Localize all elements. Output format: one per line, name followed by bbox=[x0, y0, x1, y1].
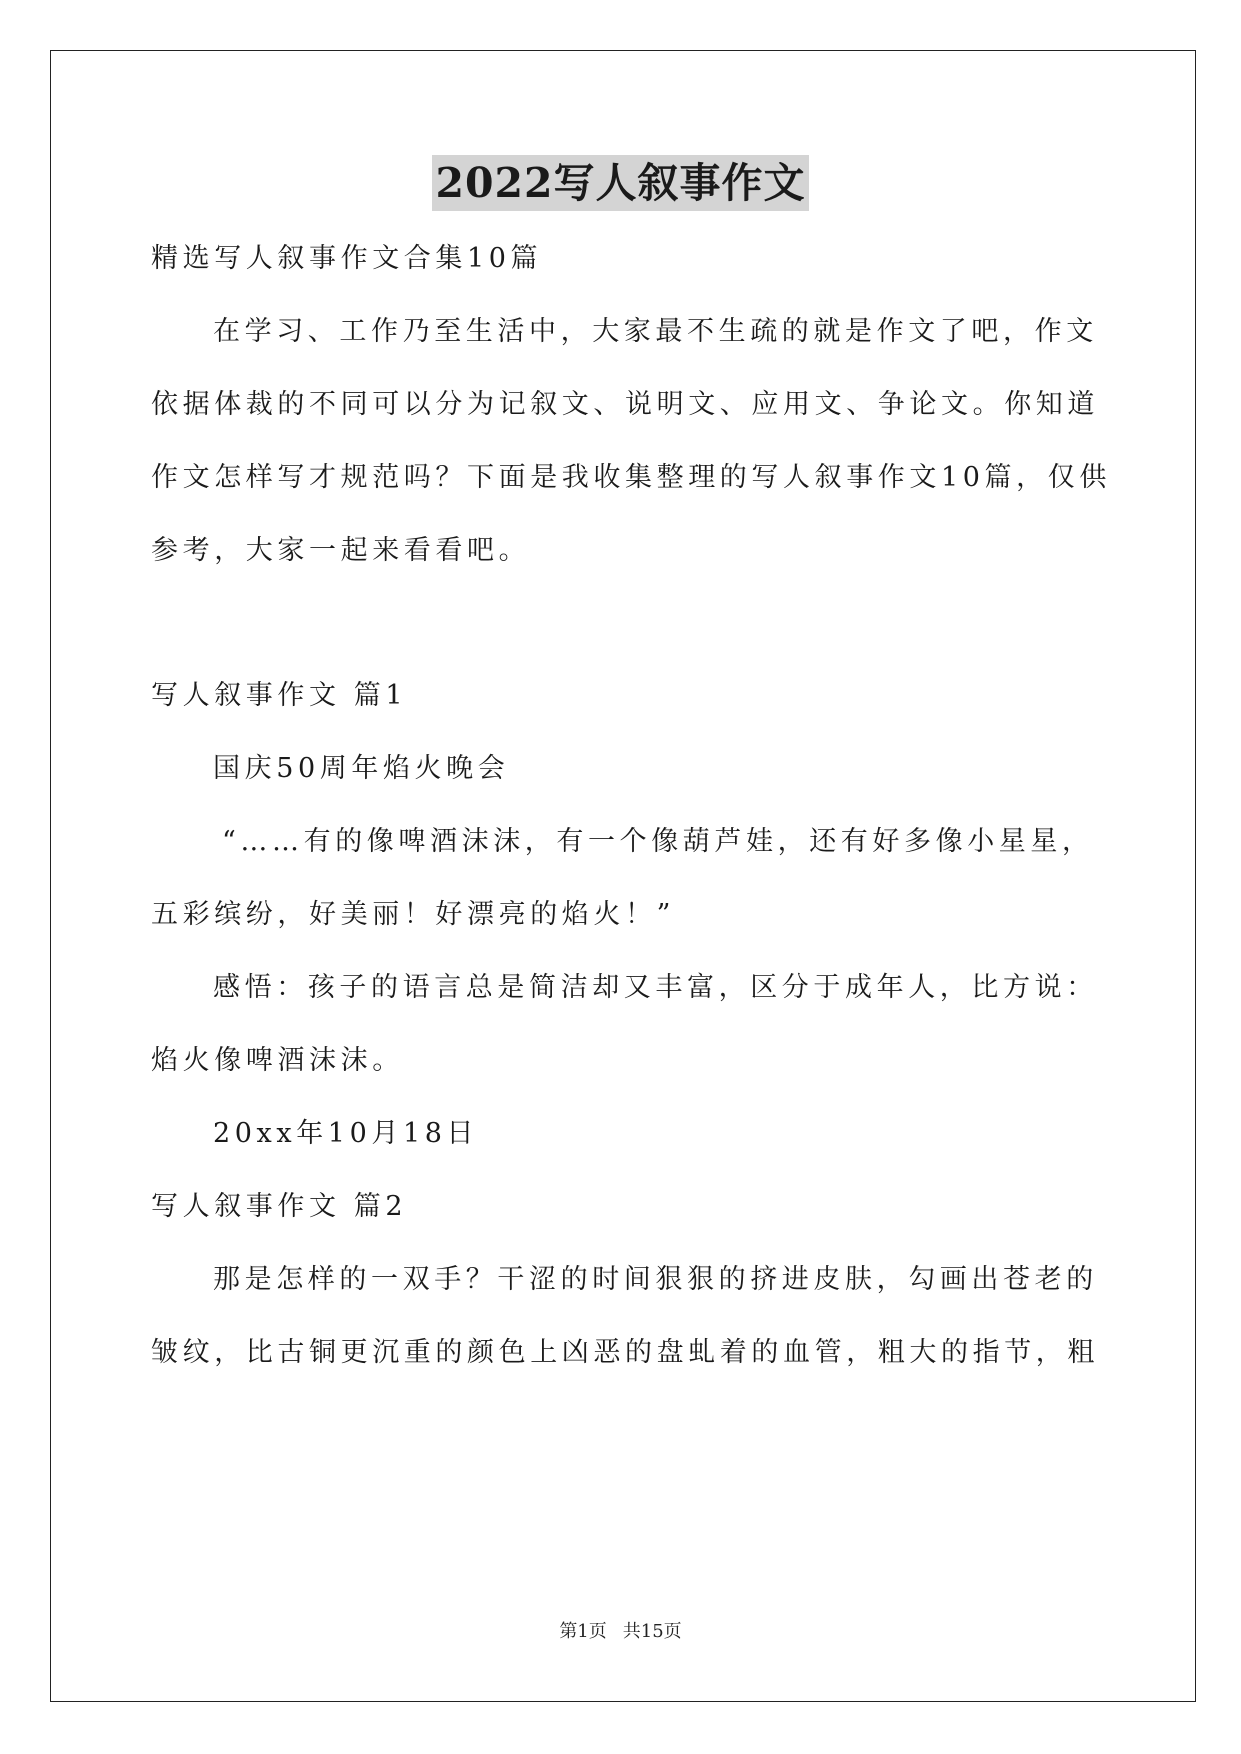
page-number: 第1页 bbox=[559, 1621, 607, 1642]
total-pages: 共15页 bbox=[622, 1621, 682, 1642]
section-1-quote-line-2: 五彩缤纷，好美丽！好漂亮的焰火！” bbox=[151, 899, 676, 930]
intro-line-4: 参考，大家一起来看看吧。 bbox=[151, 535, 531, 566]
document-title: 2022写人叙事作文 bbox=[432, 155, 808, 211]
section-2-heading: 写人叙事作文 篇2 bbox=[151, 1191, 408, 1222]
section-2-line-2: 皱纹，比古铜更沉重的颜色上凶恶的盘虬着的血管，粗大的指节，粗 bbox=[151, 1337, 1099, 1368]
title-container bbox=[0, 155, 1241, 211]
section-1-title: 国庆50周年焰火晚会 bbox=[213, 753, 510, 784]
section-2-line-1: 那是怎样的一双手？干涩的时间狠狠的挤进皮肤，勾画出苍老的 bbox=[213, 1264, 1098, 1295]
intro-line-3: 作文怎样写才规范吗？下面是我收集整理的写人叙事作文10篇，仅供 bbox=[151, 462, 1111, 493]
intro-line-1: 在学习、工作乃至生活中，大家最不生疏的就是作文了吧，作文 bbox=[213, 316, 1098, 347]
intro-line-2: 依据体裁的不同可以分为记叙文、说明文、应用文、争论文。你知道 bbox=[151, 389, 1099, 420]
section-1-quote-line-1: “……有的像啤酒沫沫，有一个像葫芦娃，还有好多像小星星， bbox=[222, 826, 1094, 857]
page-footer bbox=[0, 1620, 1241, 1644]
section-1-heading: 写人叙事作文 篇1 bbox=[151, 680, 408, 711]
section-1-date: 20xx年10月18日 bbox=[213, 1118, 479, 1149]
section-1-reflection-line-1: 感悟：孩子的语言总是简洁却又丰富，区分于成年人，比方说： bbox=[213, 972, 1098, 1003]
page-border bbox=[50, 50, 1196, 1702]
document-subtitle: 精选写人叙事作文合集10篇 bbox=[151, 243, 543, 274]
section-1-reflection-line-2: 焰火像啤酒沫沫。 bbox=[151, 1045, 404, 1076]
